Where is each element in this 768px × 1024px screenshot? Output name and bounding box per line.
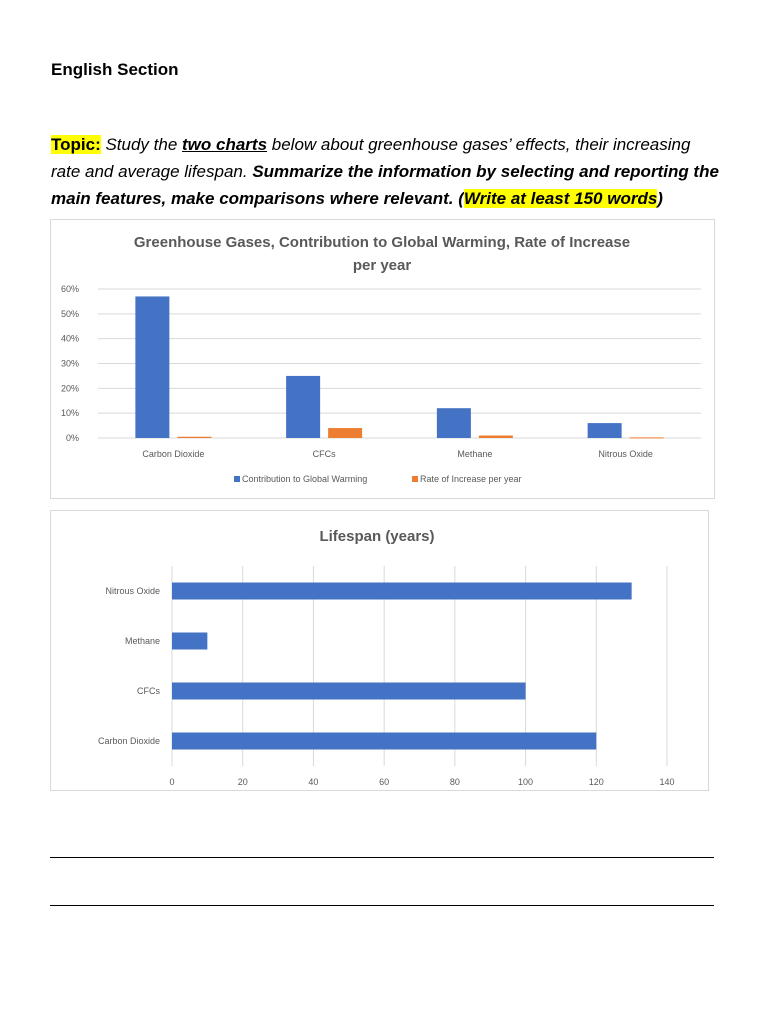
chart-title-line-2: per year	[352, 257, 412, 274]
word-requirement: Write at least 150 words	[463, 189, 658, 208]
legend-swatch-contribution-to-global-warming	[234, 476, 240, 482]
x-tick-label: 80	[449, 777, 460, 787]
x-tick-label: Carbon Dioxide	[142, 449, 205, 459]
y-tick-label: 10%	[60, 408, 79, 419]
x-tick-label: 0	[169, 777, 175, 787]
x-tick-label: Methane	[457, 449, 493, 459]
legend-label-rate-of-increase-per-year: Rate of Increase per year	[420, 474, 522, 484]
bar-contribution-to-global-warming-nitrous-oxide	[588, 423, 622, 438]
bar-lifespan-cfcs	[172, 683, 526, 700]
bar-contribution-to-global-warming-methane	[437, 408, 471, 438]
y-tick-label: 60%	[60, 284, 79, 294]
word-requirement-close: )	[657, 189, 663, 208]
topic-emphasis: two charts	[182, 135, 268, 154]
x-tick-label: 100	[518, 777, 534, 787]
bar-lifespan-methane	[172, 633, 207, 650]
topic-text-1: Study the	[100, 135, 183, 154]
x-tick-label: CFCs	[312, 449, 336, 459]
answer-line-2[interactable]	[50, 905, 714, 906]
bar-rate-of-increase-per-year-cfcs	[328, 428, 362, 438]
y-tick-label: 30%	[60, 358, 79, 369]
chart-title: Lifespan (years)	[319, 528, 435, 545]
y-tick-label: CFCs	[137, 686, 160, 696]
lifespan-chart	[50, 510, 709, 791]
topic-label: Topic:	[51, 135, 101, 154]
bar-rate-of-increase-per-year-methane	[479, 436, 513, 438]
y-tick-label: Carbon Dioxide	[97, 736, 160, 746]
x-tick-label: 120	[588, 777, 604, 787]
bar-contribution-to-global-warming-cfcs	[286, 376, 320, 438]
bar-contribution-to-global-warming-carbon-dioxide	[135, 296, 169, 438]
bar-rate-of-increase-per-year-nitrous-oxide	[630, 437, 664, 438]
topic-instruction: Summarize the information by selecting and reporting the main features, make comparisons where relevant.	[51, 162, 719, 208]
chart-title-line-1: Greenhouse Gases, Contribution to Global Warming, Rate of Increase	[133, 234, 631, 251]
answer-line-1[interactable]	[50, 857, 714, 858]
y-tick-label: 50%	[60, 308, 79, 319]
y-tick-label: Methane	[124, 636, 160, 646]
x-tick-label: 40	[308, 777, 319, 787]
y-tick-label: Nitrous Oxide	[105, 586, 160, 596]
x-tick-label: 140	[659, 777, 675, 787]
bar-lifespan-carbon-dioxide	[172, 733, 596, 750]
legend-swatch-rate-of-increase-per-year	[412, 476, 418, 482]
bar-lifespan-nitrous-oxide	[172, 583, 632, 600]
topic-text-2: below about greenhouse gases’ effects, their increasing rate and average lifespan.	[51, 135, 691, 181]
x-tick-label: Nitrous Oxide	[598, 449, 653, 459]
x-tick-label: 20	[237, 777, 248, 787]
topic-paragraph	[51, 131, 721, 212]
legend-label-contribution-to-global-warming: Contribution to Global Warming	[242, 474, 368, 484]
lifespan-chart-svg	[51, 511, 708, 790]
greenhouse-gases-chart-svg	[51, 220, 714, 498]
greenhouse-gases-chart	[50, 219, 715, 499]
x-tick-label: 60	[379, 777, 390, 787]
bar-rate-of-increase-per-year-carbon-dioxide	[177, 437, 211, 438]
y-tick-label: 0%	[65, 433, 79, 443]
word-requirement-open: (	[453, 189, 464, 208]
section-title: English Section	[51, 60, 179, 79]
y-tick-label: 40%	[60, 333, 79, 344]
y-tick-label: 20%	[60, 383, 79, 394]
